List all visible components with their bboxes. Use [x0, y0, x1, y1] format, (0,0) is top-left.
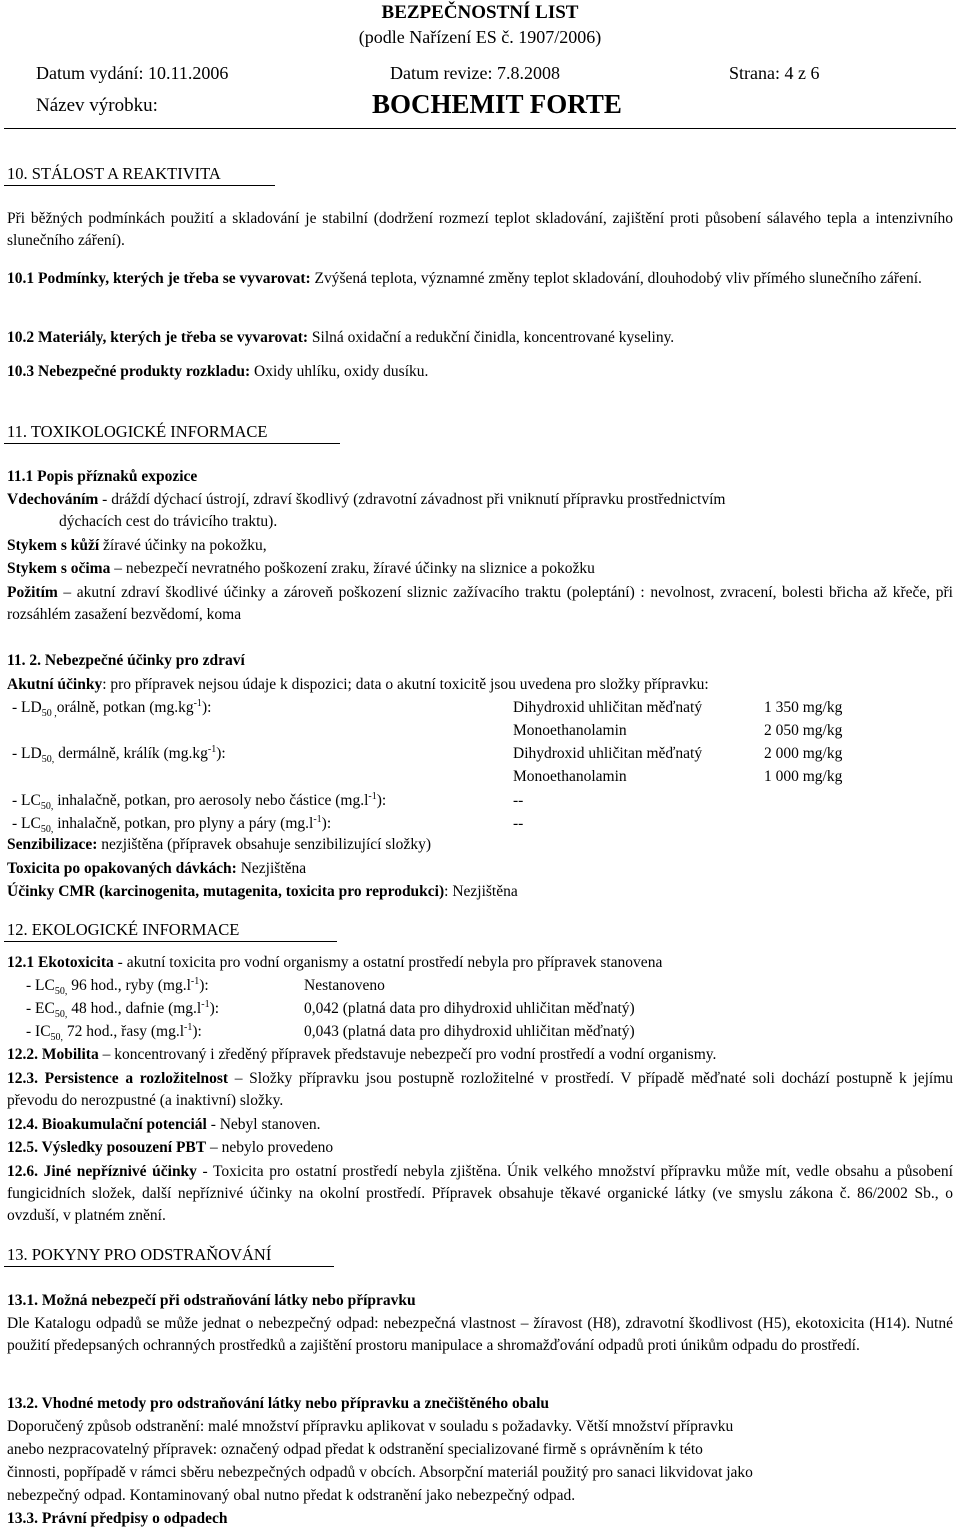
section-12-4: [7, 1114, 953, 1136]
tox-row-substance: Dihydroxid uhličitan měďnatý: [513, 699, 703, 716]
section-10-3-label: 10.3 Nebezpečné produkty rozkladu:: [7, 363, 251, 380]
page-number: Strana: 4 z 6: [729, 63, 820, 83]
row-prefix: - LC: [12, 792, 41, 809]
row-superscript: -1: [184, 1021, 193, 1033]
section-11-title: 11. TOXIKOLOGICKÉ INFORMACE: [7, 422, 268, 441]
row-prefix: - LD: [12, 745, 42, 762]
cmr-effects: [7, 881, 953, 903]
row-subscript: 50,: [40, 824, 54, 836]
section-10-2-label: 10.2 Materiály, kterých je třeba se vyvarovat:: [7, 329, 309, 346]
section-12-6: [7, 1161, 953, 1227]
row-superscript: -1: [201, 998, 210, 1010]
section-10-2: [7, 327, 953, 349]
tox-row-substance: --: [513, 815, 524, 832]
row-superscript: -1: [190, 975, 200, 987]
skin-contact: [7, 535, 953, 557]
revision-date: Datum revize: 7.8.2008: [390, 63, 560, 83]
section-12-5-text: – nebylo provedeno: [206, 1139, 334, 1156]
row-superscript: -1: [368, 790, 377, 802]
tox-row-value: 1 000 mg/kg: [764, 768, 843, 785]
section-13-3-heading: 13.3. Právní předpisy o odpadech: [7, 1510, 228, 1527]
tox-row-value: 1 350 mg/kg: [764, 699, 843, 716]
row-description: 48 hod., dafnie (mg.l: [67, 1000, 202, 1017]
product-label: Název výrobku:: [36, 95, 158, 116]
row-description: 96 hod., ryby (mg.l: [67, 977, 191, 994]
section-10-1: [7, 268, 953, 290]
tox-row-label: [12, 743, 226, 765]
document-title: BEZPEČNOSTNÍ LIST: [381, 2, 579, 23]
eco-row-value: Nestanoveno: [304, 977, 385, 994]
section-12-2-text: – koncentrovaný i zředěný přípravek představuje nebezpečí pro vodní prostředí a vodní organismy.: [98, 1046, 717, 1063]
section-12-1: [7, 952, 953, 974]
tox-row-value: 2 000 mg/kg: [764, 745, 843, 762]
section-13-2-line-1: Doporučený způsob odstranění: malé množství přípravku aplikovat v souladu s požadavky. Větší množství přípravku: [7, 1418, 734, 1435]
section-12-1-label: 12.1 Ekotoxicita: [7, 954, 114, 971]
section-13-2-line-3: činnosti, popřípadě v rámci sběru nebezpečných odpadů v obcích. Absorpční materiál použitý pro sanaci likvidovat jako: [7, 1464, 753, 1481]
eye-text: – nebezpečí nevratného poškození zraku, žíravé účinky na sliznice a pokožku: [110, 560, 595, 577]
product-name: BOCHEMIT FORTE: [372, 89, 622, 119]
tox-row-substance: Monoethanolamin: [513, 722, 627, 739]
row-description: orálně, potkan (mg.kg: [56, 699, 194, 716]
repeated-dose-text: Nezjištěna: [236, 860, 307, 877]
sensitization-text: nezjištěna (přípravek obsahuje senzibilizující složky): [97, 836, 431, 853]
sensitization-label: Senzibilizace:: [7, 836, 98, 853]
row-prefix: - EC: [26, 1000, 55, 1017]
issue-date: Datum vydání: 10.11.2006: [36, 63, 229, 83]
row-subscript: 50,: [50, 1032, 64, 1044]
inhalation-line-2: dýchacích cest do trávicího traktu).: [59, 513, 278, 530]
eco-row-label: [26, 1021, 202, 1043]
row-prefix: - LC: [12, 815, 41, 832]
row-prefix: - LD: [12, 699, 42, 716]
row-subscript: 50,: [41, 754, 55, 766]
section-11-2-heading: 11. 2. Nebezpečné účinky pro zdraví: [7, 652, 245, 669]
sensitization: [7, 834, 953, 856]
inhalation-line: [7, 489, 953, 511]
row-description: 72 hod., řasy (mg.l: [63, 1023, 185, 1040]
row-superscript: -1: [313, 813, 322, 825]
ingestion-text: – akutní zdraví škodlivé účinky a zároveň poškození sliznic zažívacího traktu (poleptání) : nevolnost, zvracení, bolesti břicha až křeče, při rozsáhlém zasažení bezvědomí, koma: [7, 584, 953, 623]
row-superscript: -1: [207, 743, 217, 755]
row-prefix: - LC: [26, 977, 55, 994]
section-13-title: 13. POKYNY PRO ODSTRAŇOVÁNÍ: [7, 1245, 272, 1264]
inhalation-label: Vdechováním: [7, 491, 99, 508]
section-11-1-heading: 11.1 Popis příznaků expozice: [7, 468, 198, 485]
tox-row-value: 2 050 mg/kg: [764, 722, 843, 739]
section-12-4-label: 12.4. Bioakumulační potenciál: [7, 1116, 207, 1133]
eye-contact: [7, 558, 953, 580]
row-description: dermálně, králík (mg.kg: [54, 745, 208, 762]
tox-row-substance: --: [513, 792, 524, 809]
document-subtitle: (podle Nařízení ES č. 1907/2006): [358, 27, 602, 47]
section-12-5-label: 12.5. Výsledky posouzení PBT: [7, 1139, 207, 1156]
acute-text: : pro přípravek nejsou údaje k dispozici; data o akutní toxicitě jsou uvedena pro složky přípravku:: [102, 676, 709, 693]
section-12-1-text: - akutní toxicita pro vodní organismy a ostatní prostředí nebyla pro přípravek stanovena: [113, 954, 663, 971]
section-10-intro: Při běžných podmínkách použití a skladování je stabilní (dodržení rozmezí teplot skladování, zajištění proti působení sálavého tepla a intenzivního slunečního záření).: [7, 210, 953, 249]
skin-text: žíravé účinky na pokožku,: [99, 537, 267, 554]
section-13-1-text: Dle Katalogu odpadů se může jednat o nebezpečný odpad: nebezpečná vlastnost – žíravost (H8), zdravotní škodlivost (H5), ekotoxicita (H14). Nutné použití předepsaných ochranných prostředků a zajištění prostoru manipulace a shromažďování odpadů proti únikům odpadu do prostředí.: [7, 1315, 953, 1354]
tox-row-label: [12, 813, 331, 835]
row-suffix: ):: [201, 699, 212, 716]
row-suffix: ):: [199, 977, 209, 994]
acute-label: Akutní účinky: [7, 676, 103, 693]
acute-effects: [7, 674, 953, 696]
repeated-dose-label: Toxicita po opakovaných dávkách:: [7, 860, 237, 877]
ingestion: [7, 582, 953, 626]
row-description: inhalačně, potkan, pro aerosoly nebo částice (mg.l: [53, 792, 369, 809]
inhalation-text: - dráždí dýchací ústrojí, zdraví škodlivý (zdravotní závadnost při vniknutí přípravku prostřednictvím: [98, 491, 726, 508]
section-13-2-line-2: anebo nezpracovatelný přípravek: označený odpad předat k odstranění specializované firmě s oprávněním k této: [7, 1441, 703, 1458]
header-rule: [4, 128, 956, 129]
cmr-text: : Nezjištěna: [444, 883, 518, 900]
row-description: inhalačně, potkan, pro plyny a páry (mg.l: [53, 815, 314, 832]
section-10-3-text: Oxidy uhlíku, oxidy dusíku.: [250, 363, 429, 380]
section-10-title: 10. STÁLOST A REAKTIVITA: [7, 164, 221, 183]
row-suffix: ):: [209, 1000, 220, 1017]
row-subscript: 50,: [54, 986, 68, 998]
tox-row-substance: Monoethanolamin: [513, 768, 627, 785]
section-12-title: 12. EKOLOGICKÉ INFORMACE: [7, 920, 240, 939]
section-10-2-text: Silná oxidační a redukční činidla, koncentrované kyseliny.: [308, 329, 675, 346]
section-12-2: [7, 1044, 953, 1066]
section-10-3: [7, 361, 953, 383]
tox-row-label: [12, 697, 211, 719]
section-12-3-label: 12.3. Persistence a rozložitelnost: [7, 1070, 229, 1087]
section-12-4-text: - Nebyl stanoven.: [206, 1116, 321, 1133]
section-12-2-label: 12.2. Mobilita: [7, 1046, 99, 1063]
row-suffix: ):: [192, 1023, 202, 1040]
row-suffix: ):: [376, 792, 387, 809]
section-10-1-label: 10.1 Podmínky, kterých je třeba se vyvarovat:: [7, 270, 311, 287]
section-12-3: [7, 1068, 953, 1112]
section-10-1-text: Zvýšená teplota, významné změny teplot skladování, dlouhodobý vliv přímého slunečního záření.: [310, 270, 922, 287]
eco-row-value: 0,042 (platná data pro dihydroxid uhličitan měďnatý): [304, 1000, 635, 1017]
section-13-1-heading: 13.1. Možná nebezpečí při odstraňování látky nebo přípravku: [7, 1292, 416, 1309]
row-subscript: 50 ,: [41, 708, 57, 720]
eco-row-label: [26, 998, 219, 1020]
tox-row-substance: Dihydroxid uhličitan měďnatý: [513, 745, 703, 762]
repeated-dose: [7, 858, 953, 880]
skin-label: Stykem s kůží: [7, 537, 100, 554]
row-subscript: 50,: [54, 1009, 68, 1021]
cmr-label: Účinky CMR (karcinogenita, mutagenita, toxicita pro reprodukci): [7, 883, 445, 900]
eco-row-value: 0,043 (platná data pro dihydroxid uhličitan měďnatý): [304, 1023, 635, 1040]
section-12-6-text: - Toxicita pro ostatní prostředí nebyla zjištěna. Únik velkého množství přípravku může mít, vedle obsahu a působení fungicidních složek, další nepříznivé účinky na okolní prostředí. Přípravek obsahuje těkavé organické látky (ve smyslu zákona č. 86/2002 Sb., o ovzduší, v platném znění.: [7, 1163, 953, 1224]
section-12-6-label: 12.6. Jiné nepříznivé účinky: [7, 1163, 197, 1180]
row-suffix: ):: [216, 745, 226, 762]
eye-label: Stykem s očima: [7, 560, 111, 577]
row-superscript: -1: [193, 697, 202, 709]
ingestion-label: Požitím: [7, 584, 58, 601]
row-subscript: 50,: [40, 801, 54, 813]
eco-row-label: [26, 975, 209, 997]
section-12-3-text: – Složky přípravku jsou postupně rozložitelné v prostředí. V případě měďnaté soli dochází postupně k jejímu převodu do nerozpustné (a inaktivní) složky.: [7, 1070, 953, 1109]
tox-row-label: [12, 790, 386, 812]
section-12-5: [7, 1137, 953, 1159]
section-13-2-line-4: nebezpečný odpad. Kontaminovaný obal nutno předat k odstranění jako nebezpečný odpad.: [7, 1487, 576, 1504]
section-13-2-heading: 13.2. Vhodné metody pro odstraňování látky nebo přípravku a znečištěného obalu: [7, 1395, 550, 1412]
row-prefix: - IC: [26, 1023, 51, 1040]
row-suffix: ):: [321, 815, 332, 832]
